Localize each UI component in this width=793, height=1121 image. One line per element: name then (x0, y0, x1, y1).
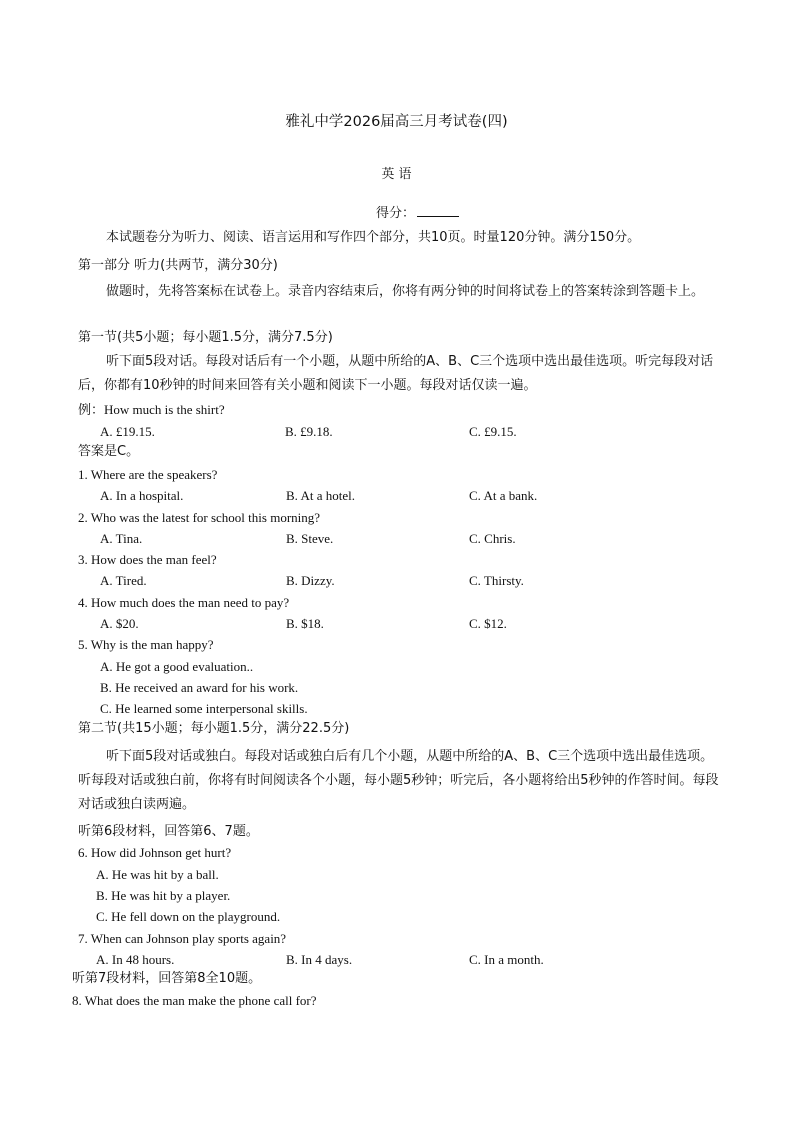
question-6: 6. How did Johnson get hurt? (78, 845, 232, 860)
question-2: 2. Who was the latest for school this morning? (78, 510, 321, 525)
q6-option-a: A. He was hit by a ball. (96, 867, 219, 882)
section1-heading: 第一节(共5小题；每小题1.5分，满分7.5分) (78, 330, 333, 345)
q5-option-a: A. He got a good evaluation.. (100, 659, 254, 674)
q6-option-c: C. He fell down on the playground. (96, 909, 281, 924)
example-option-c: C. £9.15. (469, 424, 517, 439)
example-answer: 答案是C。 (78, 444, 140, 459)
q2-option-a: A. Tina. (100, 531, 143, 546)
q6-option-b: B. He was hit by a player. (96, 888, 231, 903)
q7-option-a: A. In 48 hours. (96, 952, 175, 967)
question-3: 3. How does the man feel? (78, 552, 217, 567)
question-7: 7. When can Johnson play sports again? (78, 931, 287, 946)
q7-option-c: C. In a month. (469, 952, 544, 967)
section1-instruction: 听下面5段对话。每段对话后有一个小题，从题中所给的A、B、C三个选项中选出最佳选项。听完每段对话后，你都有10秒钟的时间来回答有关小题和阅读下一小题。每段对话仅读一遍。 (78, 354, 714, 393)
example-option-b: B. £9.18. (285, 424, 333, 439)
q3-option-a: A. Tired. (100, 573, 147, 588)
q4-option-a: A. $20. (100, 616, 139, 631)
q4-option-c: C. $12. (469, 616, 507, 631)
score-line (376, 204, 459, 222)
q3-option-c: C. Thirsty. (469, 573, 524, 588)
q3-option-b: B. Dizzy. (286, 573, 335, 588)
example-option-a: A. £19.15. (100, 424, 155, 439)
material-7-note: 听第7段材料，回答第8全10题。 (72, 971, 262, 986)
q5-option-b: B. He received an award for his work. (100, 680, 299, 695)
intro-text: 本试题卷分为听力、阅读、语言运用和写作四个部分，共10页。时量120分钟。满分150分。 (106, 230, 641, 245)
subject-title: 英 语 (381, 167, 412, 182)
q1-option-c: C. At a bank. (469, 488, 538, 503)
question-4: 4. How much does the man need to pay? (78, 595, 290, 610)
question-8: 8. What does the man make the phone call for? (72, 993, 317, 1008)
section2-instruction: 听下面5段对话或独白。每段对话或独白后有几个小题，从题中所给的A、B、C三个选项中选出最佳选项。听每段对话或独白前，你将有时间阅读各个小题，每小题5秒钟；听完后，各小题将给出5秒钟的作答时间。每段对话或独白读两遍。 (78, 749, 719, 812)
example-prompt: 例：How much is the shirt? (78, 402, 225, 417)
q4-option-b: B. $18. (286, 616, 324, 631)
score-blank (417, 204, 459, 217)
part1-instruction: 做题时，先将答案标在试卷上。录音内容结束后，你将有两分钟的时间将试卷上的答案转涂到答题卡上。 (106, 284, 705, 299)
part1-heading: 第一部分 听力(共两节，满分30分) (78, 258, 278, 273)
q1-option-a: A. In a hospital. (100, 488, 184, 503)
q2-option-c: C. Chris. (469, 531, 516, 546)
q1-option-b: B. At a hotel. (286, 488, 355, 503)
exam-title: 雅礼中学2026届高三月考试卷(四) (285, 114, 508, 130)
section2-heading: 第二节(共15小题；每小题1.5分，满分22.5分) (78, 721, 350, 736)
material-6-note: 听第6段材料，回答第6、7题。 (78, 824, 259, 839)
question-1: 1. Where are the speakers? (78, 467, 218, 482)
q5-option-c: C. He learned some interpersonal skills. (100, 701, 308, 716)
q2-option-b: B. Steve. (286, 531, 334, 546)
q7-option-b: B. In 4 days. (286, 952, 353, 967)
question-5: 5. Why is the man happy? (78, 637, 214, 652)
score-label: 得分： (376, 206, 416, 221)
